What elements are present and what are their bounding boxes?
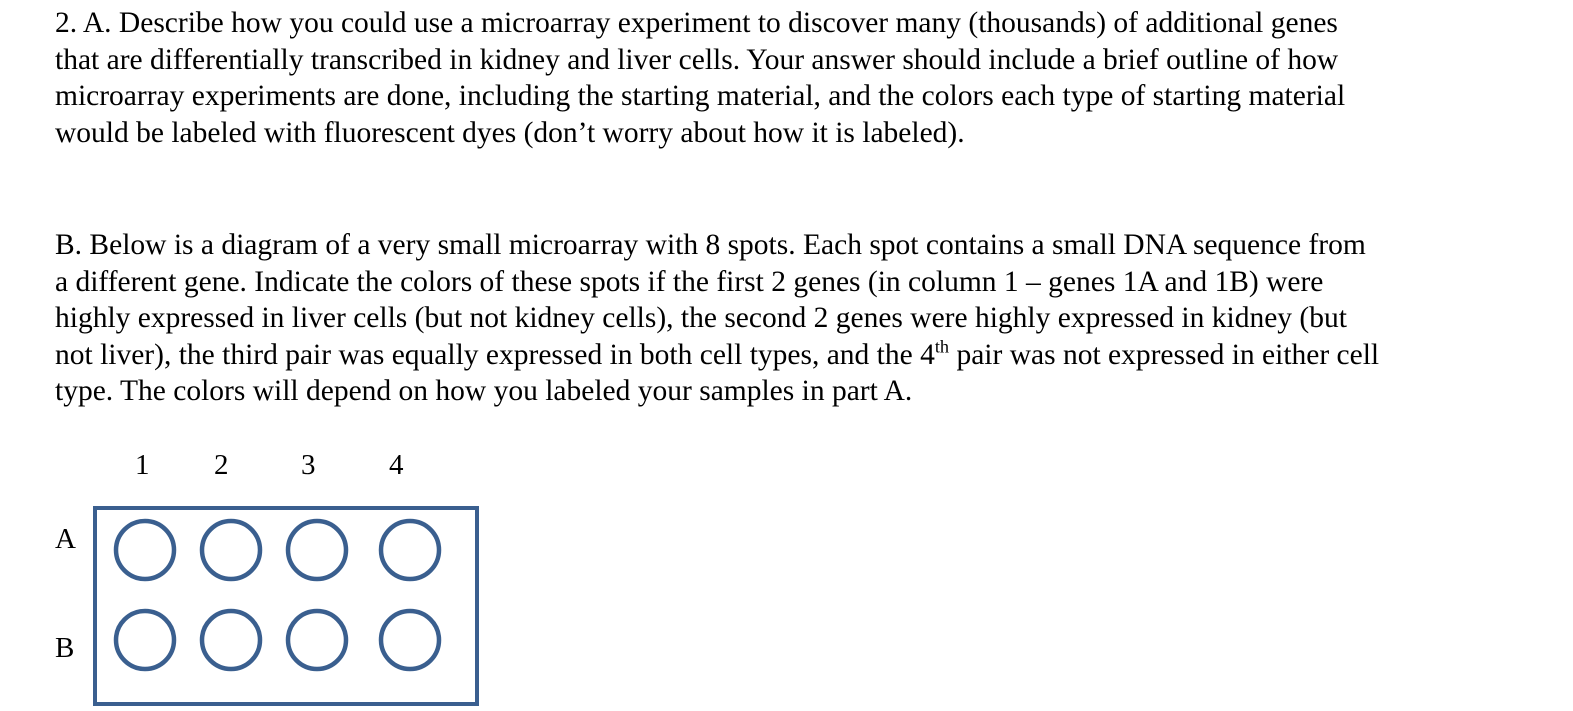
row-label-b: B <box>55 632 75 664</box>
part-b-line-3: highly expressed in liver cells (but not kidney cells), the second 2 genes were highly expressed in kidney (but <box>55 302 1347 335</box>
question-part-b <box>55 227 1535 410</box>
column-label-1: 1 <box>135 449 150 481</box>
spot-2B <box>202 611 260 669</box>
part-a-line-3: microarray experiments are done, including the starting material, and the colors each type of starting material <box>55 80 1346 113</box>
microarray-spots <box>116 521 439 669</box>
part-b-line-5: type. The colors will depend on how you labeled your samples in part A. <box>55 375 913 408</box>
part-b-line-2: a different gene. Indicate the colors of these spots if the first 2 genes (in column 1 – genes 1A and 1B) were <box>55 265 1324 298</box>
column-label-4: 4 <box>389 449 404 481</box>
part-b-line-4 <box>55 337 1535 374</box>
ordinal-suffix: th <box>934 336 950 357</box>
part-b-line-4-start: not liver), the third pair was equally expressed in both cell types, and the 4 <box>55 338 935 371</box>
column-label-3: 3 <box>301 449 316 481</box>
part-a-line-1: 2. A. Describe how you could use a microarray experiment to discover many (thousands) of additional genes <box>55 7 1338 39</box>
microarray-diagram <box>93 506 481 710</box>
part-b-line-1: B. Below is a diagram of a very small microarray with 8 spots. Each spot contains a small DNA sequence from <box>55 229 1366 261</box>
spot-4B <box>381 611 439 669</box>
spot-2A <box>202 521 260 579</box>
part-a-line-2: that are differentially transcribed in kidney and liver cells. Your answer should include a brief outline of how <box>55 43 1339 76</box>
spot-3A <box>288 521 346 579</box>
microarray-frame <box>95 508 477 704</box>
spot-4A <box>381 521 439 579</box>
part-a-line-4: would be labeled with fluorescent dyes (don’t worry about how it is labeled). <box>55 116 965 149</box>
spot-1A <box>116 521 174 579</box>
spot-1B <box>116 611 174 669</box>
row-label-a: A <box>55 523 76 555</box>
part-b-line-4-end: pair was not expressed in either cell <box>949 338 1380 371</box>
question-part-a <box>55 5 1535 151</box>
column-label-2: 2 <box>214 449 229 481</box>
spot-3B <box>288 611 346 669</box>
